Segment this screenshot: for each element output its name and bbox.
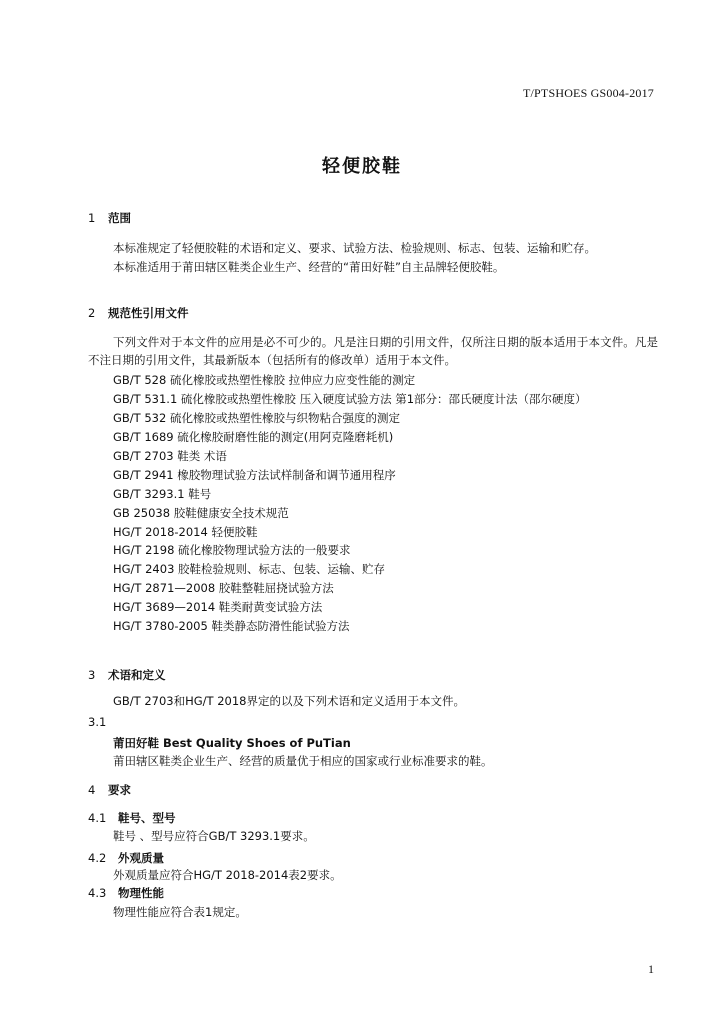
- reference-item: GB/T 1689 硫化橡胶耐磨性能的测定(用阿克隆磨耗机): [113, 429, 394, 444]
- reference-item: HG/T 2018-2014 轻便胶鞋: [113, 524, 258, 539]
- normative-references-intro: 下列文件对于本文件的应用是必不可少的。凡是注日期的引用文件，仅所注日期的版本适用于本文件。凡是不注日期的引用文件，其最新版本（包括所有的修改单）适用于本文件。: [88, 335, 658, 367]
- clause-4-1-text: 鞋号 、型号应符合GB/T 3293.1要求。: [113, 829, 315, 843]
- section-title: 规范性引用文件: [108, 306, 189, 320]
- reference-item: GB/T 3293.1 鞋号: [113, 486, 212, 501]
- section-number: 1: [88, 211, 96, 225]
- reference-item: GB/T 532 硫化橡胶或热塑性橡胶与织物粘合强度的测定: [113, 410, 400, 425]
- clause-number: 4.2: [88, 851, 107, 865]
- section-1-heading: [88, 210, 131, 226]
- reference-item: HG/T 2198 硫化橡胶物理试验方法的一般要求: [113, 543, 351, 558]
- scope-line-1: 本标准规定了轻便胶鞋的术语和定义、要求、试验方法、检验规则、标志、包装、运输和贮存。: [113, 241, 596, 255]
- reference-item: HG/T 2403 胶鞋检验规则、标志、包装、运输、贮存: [113, 562, 386, 577]
- clause-title: 外观质量: [118, 851, 164, 865]
- reference-item: GB/T 2941 橡胶物理试验方法试样制备和调节通用程序: [113, 467, 396, 482]
- clause-number: 4.3: [88, 886, 107, 900]
- reference-item: HG/T 2871—2008 胶鞋整鞋屈挠试验方法: [113, 581, 334, 596]
- reference-item: HG/T 3689—2014 鞋类耐黄变试验方法: [113, 600, 323, 615]
- section-title: 术语和定义: [108, 668, 166, 682]
- clause-4-1-heading: [88, 810, 176, 826]
- term-definition: 莆田辖区鞋类企业生产、经营的质量优于相应的国家或行业标准要求的鞋。: [113, 754, 493, 768]
- standard-code: T/PTSHOES GS004-2017: [522, 86, 654, 100]
- clause-4-3-heading: [88, 885, 164, 901]
- section-title: 范围: [108, 211, 131, 225]
- reference-item: GB/T 531.1 硫化橡胶或热塑性橡胶 压入硬度试验方法 第1部分：邵氏硬度计法（邵尔硬度）: [113, 391, 587, 406]
- section-4-heading: [88, 782, 131, 798]
- reference-item: GB 25038 胶鞋健康安全技术规范: [113, 505, 289, 520]
- terms-intro-line: GB/T 2703和HG/T 2018界定的以及下列术语和定义适用于本文件。: [113, 694, 465, 708]
- section-2-heading: [88, 305, 189, 321]
- section-number: 4: [88, 783, 96, 797]
- reference-item: GB/T 2703 鞋类 术语: [113, 448, 227, 463]
- reference-list: [113, 373, 587, 638]
- reference-item: HG/T 3780-2005 鞋类静态防滑性能试验方法: [113, 619, 350, 634]
- section-number: 2: [88, 306, 96, 320]
- document-title: 轻便胶鞋: [322, 156, 402, 177]
- scope-line-2: 本标准适用于莆田辖区鞋类企业生产、经营的“莆田好鞋”自主品牌轻便胶鞋。: [113, 260, 505, 274]
- clause-4-2-heading: [88, 850, 164, 866]
- section-number: 3: [88, 668, 96, 682]
- reference-item: GB/T 528 硫化橡胶或热塑性橡胶 拉伸应力应变性能的测定: [113, 373, 416, 387]
- clause-title: 鞋号、型号: [118, 811, 176, 825]
- clause-4-2-text: 外观质量应符合HG/T 2018-2014表2要求。: [113, 868, 342, 882]
- section-3-heading: [88, 667, 166, 683]
- section-title: 要求: [108, 783, 131, 797]
- page-number: 1: [648, 962, 654, 976]
- clause-number: 4.1: [88, 811, 107, 825]
- clause-4-3-text: 物理性能应符合表1规定。: [113, 905, 247, 919]
- clause-title: 物理性能: [118, 886, 164, 900]
- term-name: 莆田好鞋 Best Quality Shoes of PuTian: [113, 736, 351, 750]
- clause-3-1-number: 3.1: [88, 715, 107, 729]
